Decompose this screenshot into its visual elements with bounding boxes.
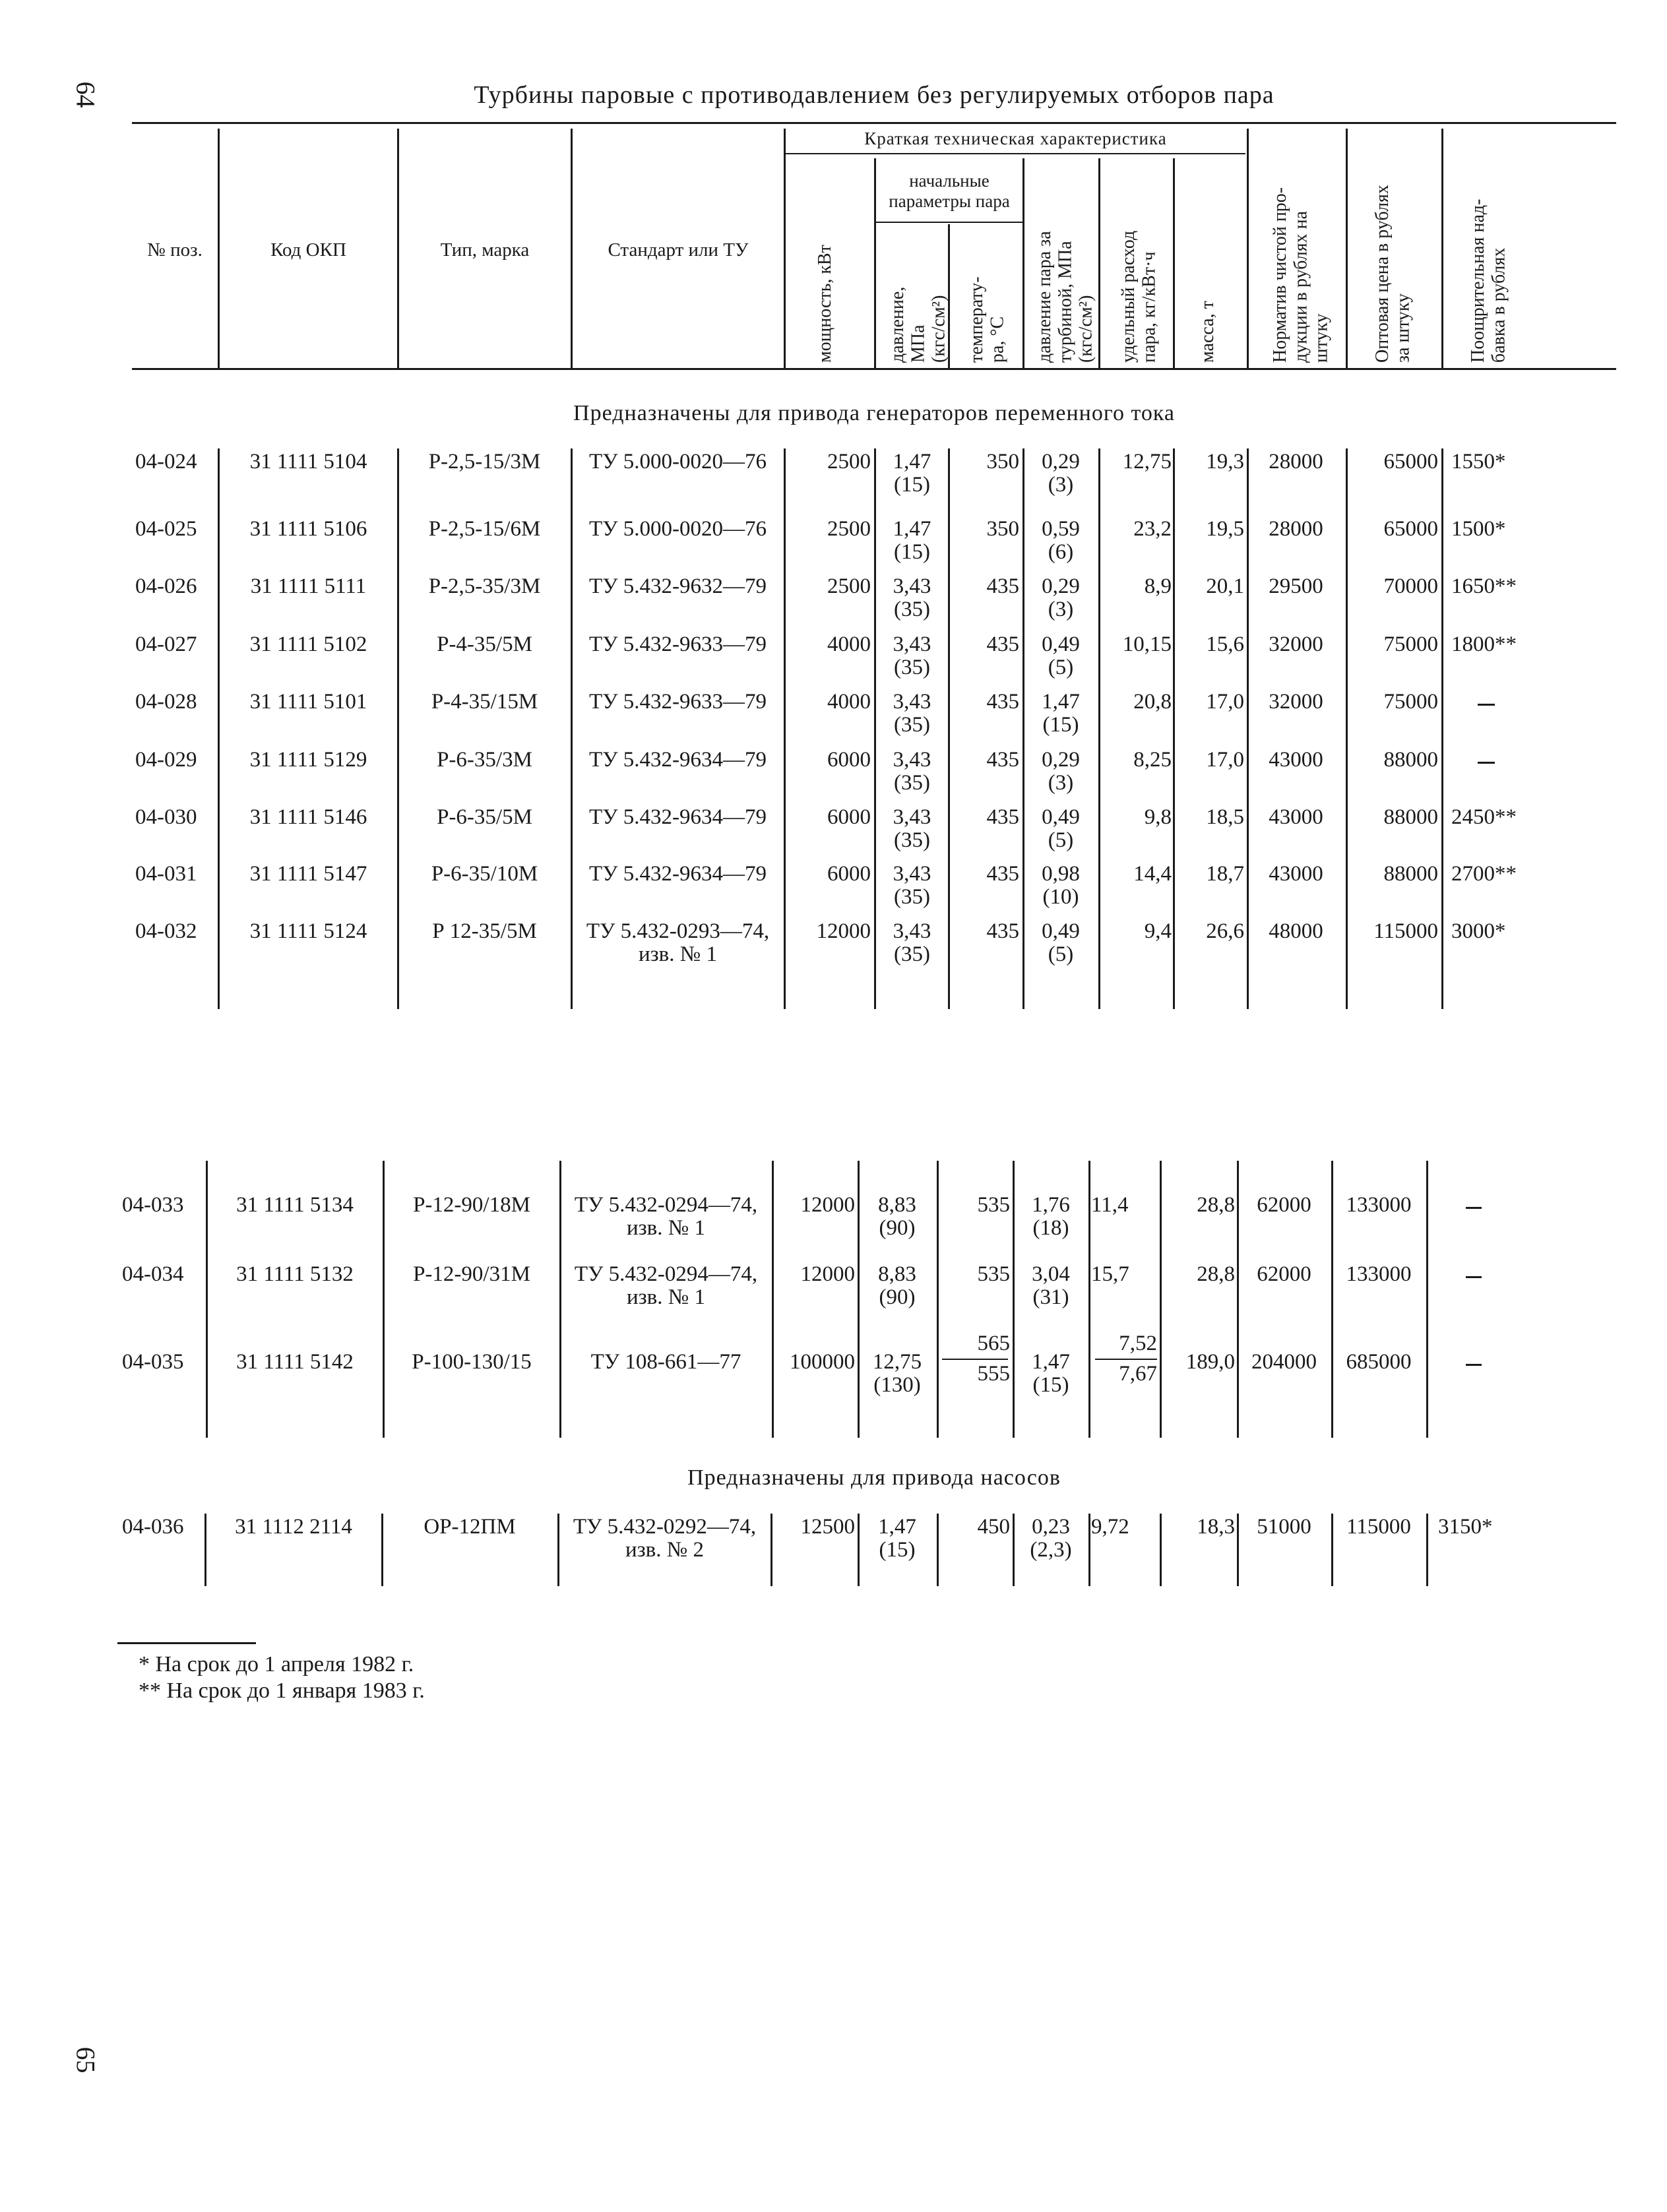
cell-type: Р-4-35/5М xyxy=(437,632,532,656)
cell-t: 535 xyxy=(977,1193,1010,1217)
cell-m: 28,8 xyxy=(1197,1193,1235,1217)
cell-bp: 0,49 (5) xyxy=(1042,919,1080,966)
cell-n: 28000 xyxy=(1269,517,1323,541)
cell-t: 435 xyxy=(986,919,1019,943)
cell-p: 1,47 (15) xyxy=(893,517,931,564)
cell-b: 3000* xyxy=(1451,919,1506,943)
cell-bp: 0,59 (6) xyxy=(1042,517,1080,564)
cell-p: 3,43 (35) xyxy=(893,805,931,852)
init-group-rule xyxy=(874,222,1022,223)
cell-type: Р-12-90/31М xyxy=(413,1262,530,1286)
cell-okp: 31 1111 5111 xyxy=(250,574,367,598)
cell-pos: 04-031 xyxy=(135,862,197,886)
cell-m: 189,0 xyxy=(1185,1350,1235,1374)
cell-bp: 0,98 (10) xyxy=(1042,862,1080,909)
cell-n: 29500 xyxy=(1269,574,1323,598)
cell-p: 12,75 (130) xyxy=(872,1350,922,1397)
cell-m: 15,6 xyxy=(1206,632,1244,656)
cell-price: 75000 xyxy=(1383,632,1438,656)
dash-mark xyxy=(1478,704,1495,706)
header-power: мощность, кВт xyxy=(815,245,835,363)
cell-bp: 1,47 (15) xyxy=(1042,690,1080,737)
cell-n: 32000 xyxy=(1269,632,1323,656)
cell-b: 1650** xyxy=(1451,574,1517,598)
cell-n: 62000 xyxy=(1257,1193,1311,1217)
cell-std: ТУ 5.432-9634—79 xyxy=(588,805,767,829)
cell-pos: 04-029 xyxy=(135,748,197,772)
cell-m: 19,3 xyxy=(1206,450,1244,474)
footnote-rule xyxy=(117,1642,256,1644)
cell-c: 20,8 xyxy=(1133,690,1172,714)
cell-t: 435 xyxy=(986,748,1019,772)
cell-okp: 31 1111 5129 xyxy=(249,748,367,772)
cell-price: 88000 xyxy=(1383,862,1438,886)
cell-okp: 31 1111 5106 xyxy=(249,517,367,541)
cell-c: 12,75 xyxy=(1122,450,1172,474)
cell-m: 17,0 xyxy=(1206,690,1244,714)
header-okp: Код ОКП xyxy=(270,239,346,261)
cell-power: 12500 xyxy=(800,1515,855,1539)
cell-p: 3,43 (35) xyxy=(893,690,931,737)
cell-power: 2500 xyxy=(827,450,871,474)
cell-power: 4000 xyxy=(827,690,871,714)
cell-b: 3150* xyxy=(1438,1515,1493,1539)
cell-okp: 31 1111 5101 xyxy=(249,690,367,714)
cell-t: 350 xyxy=(986,450,1019,474)
cell-n: 43000 xyxy=(1269,748,1323,772)
cell-pos: 04-025 xyxy=(135,517,197,541)
cell-m: 26,6 xyxy=(1206,919,1244,943)
cell-n: 43000 xyxy=(1269,805,1323,829)
cell-power: 2500 xyxy=(827,574,871,598)
cell-type: Р-6-35/10М xyxy=(431,862,538,886)
section-title-generators: Предназначены для привода генераторов переменного тока xyxy=(573,401,1175,425)
cell-pos: 04-033 xyxy=(122,1193,184,1217)
cell-pos: 04-032 xyxy=(135,919,197,943)
cell-okp: 31 1112 2114 xyxy=(235,1515,352,1539)
cell-m: 20,1 xyxy=(1206,574,1244,598)
header-norm: Норматив чистой про- дукции в рублях на штуку xyxy=(1270,187,1332,363)
section-title-pumps: Предназначены для привода насосов xyxy=(687,1465,1061,1490)
cell-b: 2700** xyxy=(1451,862,1517,886)
cell-std: ТУ 5.432-9634—79 xyxy=(588,748,767,772)
page-number-bottom: 65 xyxy=(71,2046,101,2074)
cell-b: 1550* xyxy=(1451,450,1506,474)
dash-mark xyxy=(1478,762,1495,764)
cell-std: ТУ 5.432-9634—79 xyxy=(588,862,767,886)
cell-pos: 04-024 xyxy=(135,450,197,474)
cell-okp: 31 1111 5124 xyxy=(249,919,367,943)
cell-power: 2500 xyxy=(827,517,871,541)
cell-pos: 04-034 xyxy=(122,1262,184,1286)
cell-m: 18,5 xyxy=(1206,805,1244,829)
cell-t-lower: 555 xyxy=(977,1362,1010,1386)
header-temperature: температу- ра, °С xyxy=(966,276,1008,363)
fraction-rule xyxy=(942,1359,1008,1360)
header-top-rule xyxy=(132,122,1616,124)
cell-t-upper: 565 xyxy=(977,1332,1010,1355)
tech-group-rule xyxy=(784,153,1245,154)
cell-c: 9,8 xyxy=(1144,805,1172,829)
header-type: Тип, марка xyxy=(440,239,530,261)
header-price: Оптовая цена в рублях за штуку xyxy=(1372,185,1414,363)
cell-p: 8,83 (90) xyxy=(878,1262,916,1309)
cell-t: 535 xyxy=(977,1262,1010,1286)
cell-okp: 31 1111 5102 xyxy=(249,632,367,656)
cell-n: 28000 xyxy=(1269,450,1323,474)
cell-okp: 31 1111 5132 xyxy=(236,1262,354,1286)
dash-mark xyxy=(1466,1364,1482,1366)
cell-price: 70000 xyxy=(1383,574,1438,598)
cell-b: 1800** xyxy=(1451,632,1517,656)
cell-price: 685000 xyxy=(1346,1350,1412,1374)
cell-okp: 31 1111 5146 xyxy=(249,805,367,829)
cell-pos: 04-030 xyxy=(135,805,197,829)
cell-type: Р-6-35/5М xyxy=(437,805,532,829)
cell-power: 6000 xyxy=(827,862,871,886)
cell-t: 350 xyxy=(986,517,1019,541)
cell-power: 12000 xyxy=(800,1193,855,1217)
cell-m: 28,8 xyxy=(1197,1262,1235,1286)
cell-pos: 04-026 xyxy=(135,574,197,598)
cell-m: 18,3 xyxy=(1197,1515,1235,1539)
cell-t: 435 xyxy=(986,690,1019,714)
cell-bp: 3,04 (31) xyxy=(1032,1262,1070,1309)
cell-c-upper: 7,52 xyxy=(1119,1332,1157,1355)
cell-type: Р-2,5-35/3М xyxy=(428,574,541,598)
cell-power: 12000 xyxy=(800,1262,855,1286)
header-pos: № поз. xyxy=(147,239,203,261)
cell-power: 6000 xyxy=(827,748,871,772)
cell-t: 450 xyxy=(977,1515,1010,1539)
cell-n: 51000 xyxy=(1257,1515,1311,1539)
cell-p: 3,43 (35) xyxy=(893,574,931,621)
header-standard: Стандарт или ТУ xyxy=(608,239,749,261)
footnote-2: ** На срок до 1 января 1983 г. xyxy=(139,1678,425,1703)
cell-price: 133000 xyxy=(1346,1262,1412,1286)
page-number-top: 64 xyxy=(71,81,101,108)
cell-std: ТУ 5.000-0020—76 xyxy=(588,517,767,541)
page-title: Турбины паровые с противодавлением без регулируемых отборов пара xyxy=(474,81,1274,109)
cell-type: Р 12-35/5М xyxy=(432,919,537,943)
cell-t: 435 xyxy=(986,574,1019,598)
cell-power: 12000 xyxy=(816,919,871,943)
cell-type: Р-12-90/18М xyxy=(413,1193,530,1217)
header-init-group: начальные параметры пара xyxy=(889,170,1010,211)
header-back-pressure: давление пара за турбиной, МПа (кгс/см²) xyxy=(1034,231,1096,363)
cell-pos: 04-028 xyxy=(135,690,197,714)
cell-p: 8,83 (90) xyxy=(878,1193,916,1240)
cell-c: 14,4 xyxy=(1133,862,1172,886)
cell-bp: 0,49 (5) xyxy=(1042,632,1080,679)
cell-p: 1,47 (15) xyxy=(893,450,931,497)
cell-type: Р-4-35/15М xyxy=(431,690,538,714)
cell-t: 435 xyxy=(986,862,1019,886)
cell-bp: 0,29 (3) xyxy=(1042,748,1080,795)
cell-bp: 0,29 (3) xyxy=(1042,574,1080,621)
cell-type: Р-2,5-15/3М xyxy=(428,450,541,474)
cell-c: 9,4 xyxy=(1144,919,1172,943)
cell-std: ТУ 5.000-0020—76 xyxy=(588,450,767,474)
cell-power: 4000 xyxy=(827,632,871,656)
cell-pos: 04-036 xyxy=(122,1515,184,1539)
cell-price: 88000 xyxy=(1383,748,1438,772)
cell-type: ОР-12ПМ xyxy=(424,1515,516,1539)
cell-bp: 1,76 (18) xyxy=(1032,1193,1070,1240)
cell-std: ТУ 5.432-0293—74, изв. № 1 xyxy=(586,919,770,966)
cell-bp: 0,49 (5) xyxy=(1042,805,1080,852)
cell-b: 2450** xyxy=(1451,805,1517,829)
cell-n: 32000 xyxy=(1269,690,1323,714)
cell-std: ТУ 108-661—77 xyxy=(590,1350,741,1374)
cell-okp: 31 1111 5104 xyxy=(249,450,367,474)
cell-p: 3,43 (35) xyxy=(893,862,931,909)
cell-p: 1,47 (15) xyxy=(878,1515,916,1562)
cell-price: 75000 xyxy=(1383,690,1438,714)
cell-bp: 1,47 (15) xyxy=(1032,1350,1070,1397)
cell-p: 3,43 (35) xyxy=(893,632,931,679)
cell-n: 62000 xyxy=(1257,1262,1311,1286)
cell-bp: 0,23 (2,3) xyxy=(1030,1515,1072,1562)
header-consumption: удельный расход пара, кг/кВт·ч xyxy=(1118,230,1160,363)
cell-pos: 04-027 xyxy=(135,632,197,656)
cell-price: 115000 xyxy=(1346,1515,1411,1539)
cell-m: 19,5 xyxy=(1206,517,1244,541)
cell-t: 435 xyxy=(986,632,1019,656)
fraction-rule xyxy=(1095,1359,1157,1360)
cell-p: 3,43 (35) xyxy=(893,748,931,795)
cell-price: 65000 xyxy=(1383,450,1438,474)
dash-mark xyxy=(1466,1276,1482,1278)
cell-price: 133000 xyxy=(1346,1193,1412,1217)
cell-c: 8,25 xyxy=(1133,748,1172,772)
footnote-1: * На срок до 1 апреля 1982 г. xyxy=(139,1652,414,1676)
cell-t: 435 xyxy=(986,805,1019,829)
cell-type: Р-6-35/3М xyxy=(437,748,532,772)
cell-c: 15,7 xyxy=(1091,1262,1129,1286)
cell-type: Р-2,5-15/6М xyxy=(428,517,541,541)
cell-c: 10,15 xyxy=(1122,632,1172,656)
cell-power: 100000 xyxy=(790,1350,855,1374)
cell-pos: 04-035 xyxy=(122,1350,184,1374)
cell-bp: 0,29 (3) xyxy=(1042,450,1080,497)
cell-std: ТУ 5.432-0294—74, изв. № 1 xyxy=(574,1193,758,1240)
cell-c: 8,9 xyxy=(1144,574,1172,598)
cell-price: 65000 xyxy=(1383,517,1438,541)
header-tech-group: Краткая техническая характеристика xyxy=(864,129,1167,149)
cell-std: ТУ 5.432-0294—74, изв. № 1 xyxy=(574,1262,758,1309)
cell-c: 11,4 xyxy=(1091,1193,1129,1217)
cell-n: 48000 xyxy=(1269,919,1323,943)
cell-m: 18,7 xyxy=(1206,862,1244,886)
cell-type: Р-100-130/15 xyxy=(412,1350,532,1374)
cell-c-lower: 7,67 xyxy=(1119,1362,1157,1386)
cell-n: 204000 xyxy=(1251,1350,1317,1374)
header-pressure: давление, МПа (кгс/см²) xyxy=(887,286,949,363)
cell-power: 6000 xyxy=(827,805,871,829)
cell-price: 88000 xyxy=(1383,805,1438,829)
cell-n: 43000 xyxy=(1269,862,1323,886)
cell-m: 17,0 xyxy=(1206,748,1244,772)
header-bonus: Поощрительная над- бавка в рублях xyxy=(1468,199,1509,363)
cell-p: 3,43 (35) xyxy=(893,919,931,966)
cell-price: 115000 xyxy=(1373,919,1438,943)
cell-std: ТУ 5.432-0292—74, изв. № 2 xyxy=(573,1515,757,1562)
cell-std: ТУ 5.432-9632—79 xyxy=(588,574,767,598)
dash-mark xyxy=(1466,1207,1482,1209)
header-mass: масса, т xyxy=(1197,301,1218,363)
header-bottom-rule xyxy=(132,368,1616,370)
cell-c: 23,2 xyxy=(1133,517,1172,541)
cell-c: 9,72 xyxy=(1091,1515,1129,1539)
cell-std: ТУ 5.432-9633—79 xyxy=(588,690,767,714)
cell-b: 1500* xyxy=(1451,517,1506,541)
cell-okp: 31 1111 5142 xyxy=(236,1350,354,1374)
cell-std: ТУ 5.432-9633—79 xyxy=(588,632,767,656)
cell-okp: 31 1111 5134 xyxy=(236,1193,354,1217)
cell-okp: 31 1111 5147 xyxy=(249,862,367,886)
